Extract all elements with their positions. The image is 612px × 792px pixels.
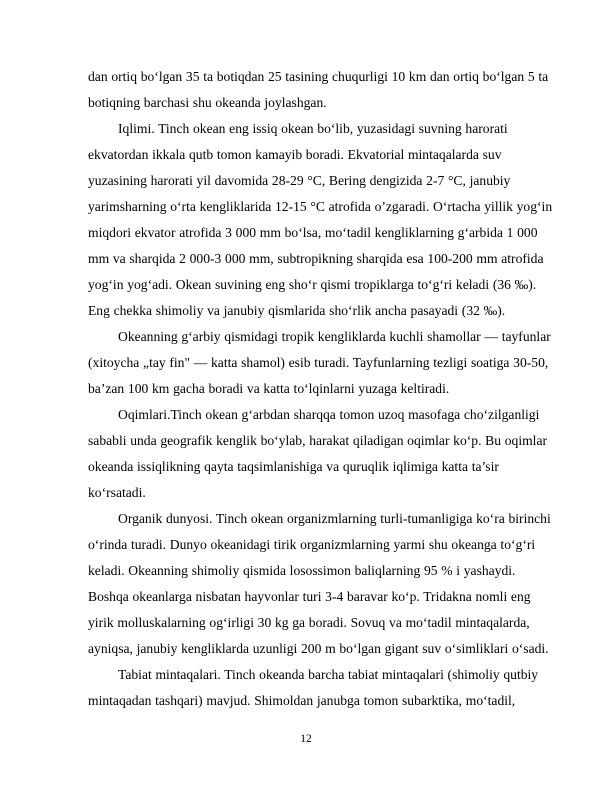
paragraph-organik-dunyosi: Organik dunyosi. Tinch okean organizmlarning turli-tumanligiga ko‘ra birinchi o‘rinda turadi. Dunyo okeanidagi tirik organizmlarning yarmi shu okeanga to‘g‘ri keladi. Okeanning shimoliy qismida losossimon baliqlarning 95 % i yashaydi. Boshqa okeanlarga nisbatan hayvonlar turi 3-4 baravar ko‘p. Tridakna nomli eng yirik molluskalarning og‘irligi 30 kg ga boradi. Sovuq va mo‘tadil mintaqalarda, ayniqsa, janubiy kengliklarda uzunligi 200 m bo‘lgan gigant suv o‘simliklari o‘sadi. (88, 511, 551, 656)
paragraph-oqimlari: Oqimlari.Tinch okean g‘arbdan sharqqa tomon uzoq masofaga cho‘zilganligi sababli unda geografik kenglik bo‘ylab, harakat qiladigan oqimlar ko‘p. Bu oqimlar okeanda issiqlikning qayta taqsimlanishiga va quruqlik iqlimiga katta ta’sir ko‘rsatadi. (88, 407, 548, 500)
paragraph-iqlimi: Iqlimi. Tinch okean eng issiq okean bo‘lib, yuzasidagi suvning harorati ekvatordan ikkala qutb tomon kamayib boradi. Ekvatorial mintaqalarda suv yuzasining harorati yil davomida 28-29 °C, Bering dengizida 2-7 °C, janubiy yarimsharning o‘rta kengliklarida 12-15 °C atrofida o’zgaradi. O‘rtacha yillik yog‘in miqdori ekvator atrofida 3 000 mm bo‘lsa, mo‘tadil kengliklarning g‘arbida 1 000 mm va sharqida 2 000-3 000 mm, subtropikning sharqida esa 100-200 mm atrofida yog‘in yog‘adi. Okean suvining eng sho‘r qismi tropiklarga to‘g‘ri keladi (36 ‰). Eng chekka shimoliy va janubiy qismlarida sho‘rlik ancha pasayadi (32 ‰). (88, 121, 553, 318)
paragraph-continuation: dan ortiq bo‘lgan 35 ta botiqdan 25 tasining chuqurligi 10 km dan ortiq bo‘lgan 5 ta botiqning barchasi shu okeanda joylashgan. (88, 69, 549, 110)
page-number: 12 (300, 733, 312, 745)
page-body-text (88, 64, 556, 714)
paragraph-tabiat-mintaqalari: Tabiat mintaqalari. Tinch okeanda barcha tabiat mintaqalari (shimoliy qutbiy mintaqadan tashqari) mavjud. Shimoldan janubga tomon subarktika, mo‘tadil, (88, 667, 539, 708)
paragraph-shamollar: Okeanning g‘arbiy qismidagi tropik kengliklarda kuchli shamollar — tayfunlar (xitoycha „tay fin" — katta shamol) esib turadi. Tayfunlarning tezligi soatiga 30-50, ba’zan 100 km gacha boradi va katta to‘lqinlarni yuzaga keltiradi. (88, 329, 551, 396)
